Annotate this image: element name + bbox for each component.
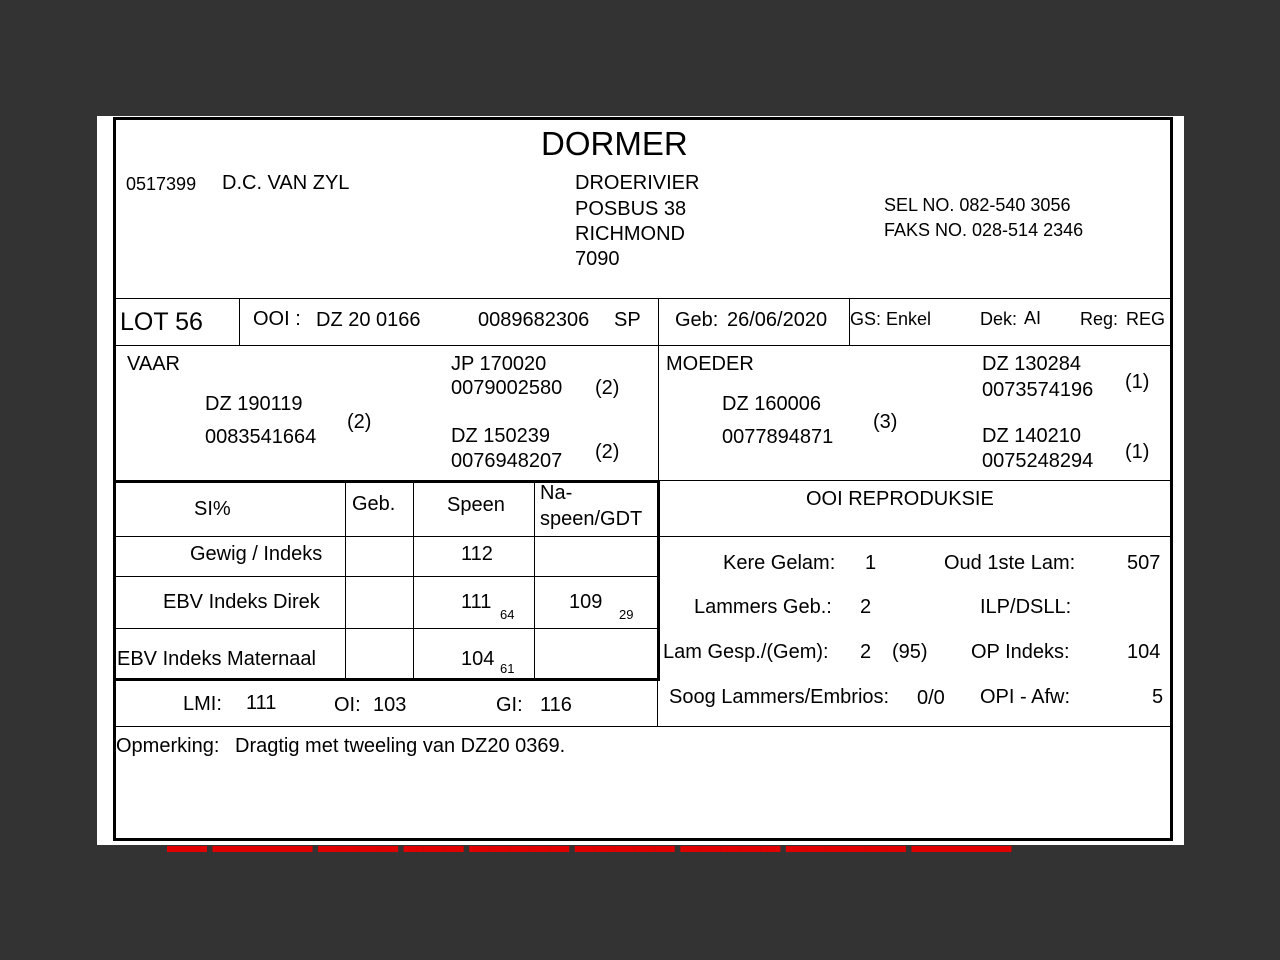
- weaned-label: Lam Gesp./(Gem):: [663, 641, 829, 663]
- gi-label: GI:: [496, 694, 523, 716]
- birth-label: Geb:: [675, 309, 719, 331]
- col-geb-left: [345, 482, 346, 678]
- suckling-label: Soog Lammers/Embrios:: [669, 686, 890, 708]
- lot-row-bottom-line: [113, 345, 1171, 346]
- ilp-label: ILP/DSLL:: [980, 596, 1072, 618]
- gi-value: 116: [540, 694, 572, 716]
- col-naspeen-left: [534, 482, 535, 678]
- sire-label: VAAR: [127, 353, 180, 375]
- sire-count: (2): [347, 411, 372, 433]
- ooi-label: OOI :: [253, 308, 301, 330]
- row-maternal-label: EBV Indeks Maternaal: [117, 648, 316, 670]
- clipped-red-note: ▬▬ ▬▬▬▬▬ ▬▬▬▬ ▬▬▬ ▬▬▬▬▬ ▬▬▬▬▬ ▬▬▬▬▬ ▬▬▬▬▬▬ ▬▬▬▬▬: [167, 835, 1012, 857]
- row-direct-label: EBV Indeks Direk: [163, 591, 320, 613]
- dam-reg: 0077894871: [722, 426, 834, 448]
- breed-title: DORMER: [541, 125, 688, 162]
- first-lamb-age-value: 507: [1127, 552, 1161, 574]
- naspeen-header-line-1: Na-: [540, 482, 573, 504]
- first-lamb-age-label: Oud 1ste Lam:: [944, 552, 1076, 574]
- dam-sire-reg: 0073574196: [982, 379, 1094, 401]
- mating-value: AI: [1024, 308, 1042, 328]
- row-direct-naspeen: 109: [569, 591, 603, 613]
- weaned-value: 2: [860, 641, 872, 663]
- dam-count: (3): [873, 411, 898, 433]
- naspeen-header-line-2: speen/GDT: [540, 508, 643, 530]
- address-line-1: DROERIVIER: [575, 172, 700, 194]
- lot-divider: [239, 298, 240, 345]
- kere-label: Kere Gelam:: [723, 552, 836, 574]
- ooi-class: SP: [614, 309, 641, 331]
- sire-dam-id: DZ 150239: [451, 425, 550, 447]
- row-direct-naspeen-accuracy: 29: [619, 607, 634, 622]
- birth-status: GS: Enkel: [850, 309, 932, 329]
- fax-number: FAKS NO. 028-514 2346: [884, 220, 1084, 240]
- lmi-label: LMI:: [183, 693, 222, 715]
- birth-date: 26/06/2020: [727, 309, 828, 331]
- address-line-2: POSBUS 38: [575, 198, 687, 220]
- row-weight-label: Gewig / Indeks: [190, 543, 323, 565]
- kere-value: 1: [865, 552, 877, 574]
- lambs-born-label: Lammers Geb.:: [694, 596, 832, 618]
- address-line-4: 7090: [575, 248, 620, 270]
- suckling-value: 0/0: [917, 687, 945, 709]
- index-repro-divider: [657, 480, 658, 726]
- border-top: [113, 117, 1171, 120]
- sire-dam-count: (2): [595, 441, 620, 463]
- weaned-average: (95): [892, 641, 928, 663]
- sire-dam-reg: 0076948207: [451, 450, 563, 472]
- dam-id: DZ 160006: [722, 393, 821, 415]
- row-maternal-speen-accuracy: 61: [500, 661, 515, 676]
- lmi-value: 111: [246, 692, 277, 714]
- dam-dam-reg: 0075248294: [982, 450, 1094, 472]
- row-weight-speen: 112: [461, 543, 493, 565]
- remark-text: Dragtig met tweeling van DZ20 0369.: [235, 735, 566, 757]
- index-row-1-line: [113, 576, 659, 577]
- row-maternal-speen: 104: [461, 648, 495, 670]
- mating-label: Dek:: [980, 309, 1018, 329]
- sire-sire-count: (2): [595, 377, 620, 399]
- remark-top-line: [113, 726, 1171, 727]
- sire-id: DZ 190119: [205, 393, 303, 415]
- dam-sire-count: (1): [1125, 371, 1150, 393]
- dam-dam-id: DZ 140210: [982, 425, 1081, 447]
- index-header-bottom-line: [113, 536, 1171, 537]
- sire-reg: 0083541664: [205, 426, 317, 448]
- reproduction-title: OOI REPRODUKSIE: [806, 488, 994, 510]
- sire-sire-reg: 0079002580: [451, 377, 563, 399]
- col-speen-left: [413, 482, 414, 678]
- registration-value: REG: [1126, 309, 1166, 329]
- speen-header: Speen: [447, 494, 505, 516]
- geb-header: Geb.: [352, 493, 396, 515]
- lot-number: LOT 56: [120, 308, 203, 336]
- dam-label: MOEDER: [666, 353, 754, 375]
- ooi-reg-number: 0089682306: [478, 309, 590, 331]
- index-row-3-line: [113, 678, 659, 681]
- breeder-number: 0517399: [126, 174, 197, 194]
- cell-number: SEL NO. 082-540 3056: [884, 195, 1071, 215]
- border-right: [1170, 117, 1173, 840]
- dam-dam-count: (1): [1125, 441, 1150, 463]
- breeder-name: D.C. VAN ZYL: [222, 172, 350, 194]
- si-header: SI%: [194, 498, 231, 520]
- op-index-label: OP Indeks:: [971, 641, 1070, 663]
- oi-value: 103: [373, 694, 407, 716]
- op-index-value: 104: [1127, 641, 1161, 663]
- registration-label: Reg:: [1080, 309, 1119, 329]
- sire-sire-id: JP 170020: [451, 353, 547, 375]
- remark-label: Opmerking:: [116, 735, 220, 757]
- border-left: [113, 117, 116, 840]
- row-direct-speen: 111: [461, 591, 492, 613]
- lot-ooi-divider: [658, 298, 659, 480]
- address-line-3: RICHMOND: [575, 223, 685, 245]
- opi-label: OPI - Afw:: [980, 686, 1071, 708]
- lot-card: [97, 116, 1184, 857]
- ooi-id: DZ 20 0166: [316, 309, 421, 331]
- oi-label: OI:: [334, 694, 361, 716]
- index-table-top-line: [113, 481, 659, 483]
- dam-sire-id: DZ 130284: [982, 353, 1081, 375]
- lambs-born-value: 2: [860, 596, 872, 618]
- row-direct-speen-accuracy: 64: [500, 607, 515, 622]
- index-row-2-line: [113, 628, 659, 629]
- opi-value: 5: [1152, 686, 1164, 708]
- lot-row-top-line: [113, 298, 1171, 299]
